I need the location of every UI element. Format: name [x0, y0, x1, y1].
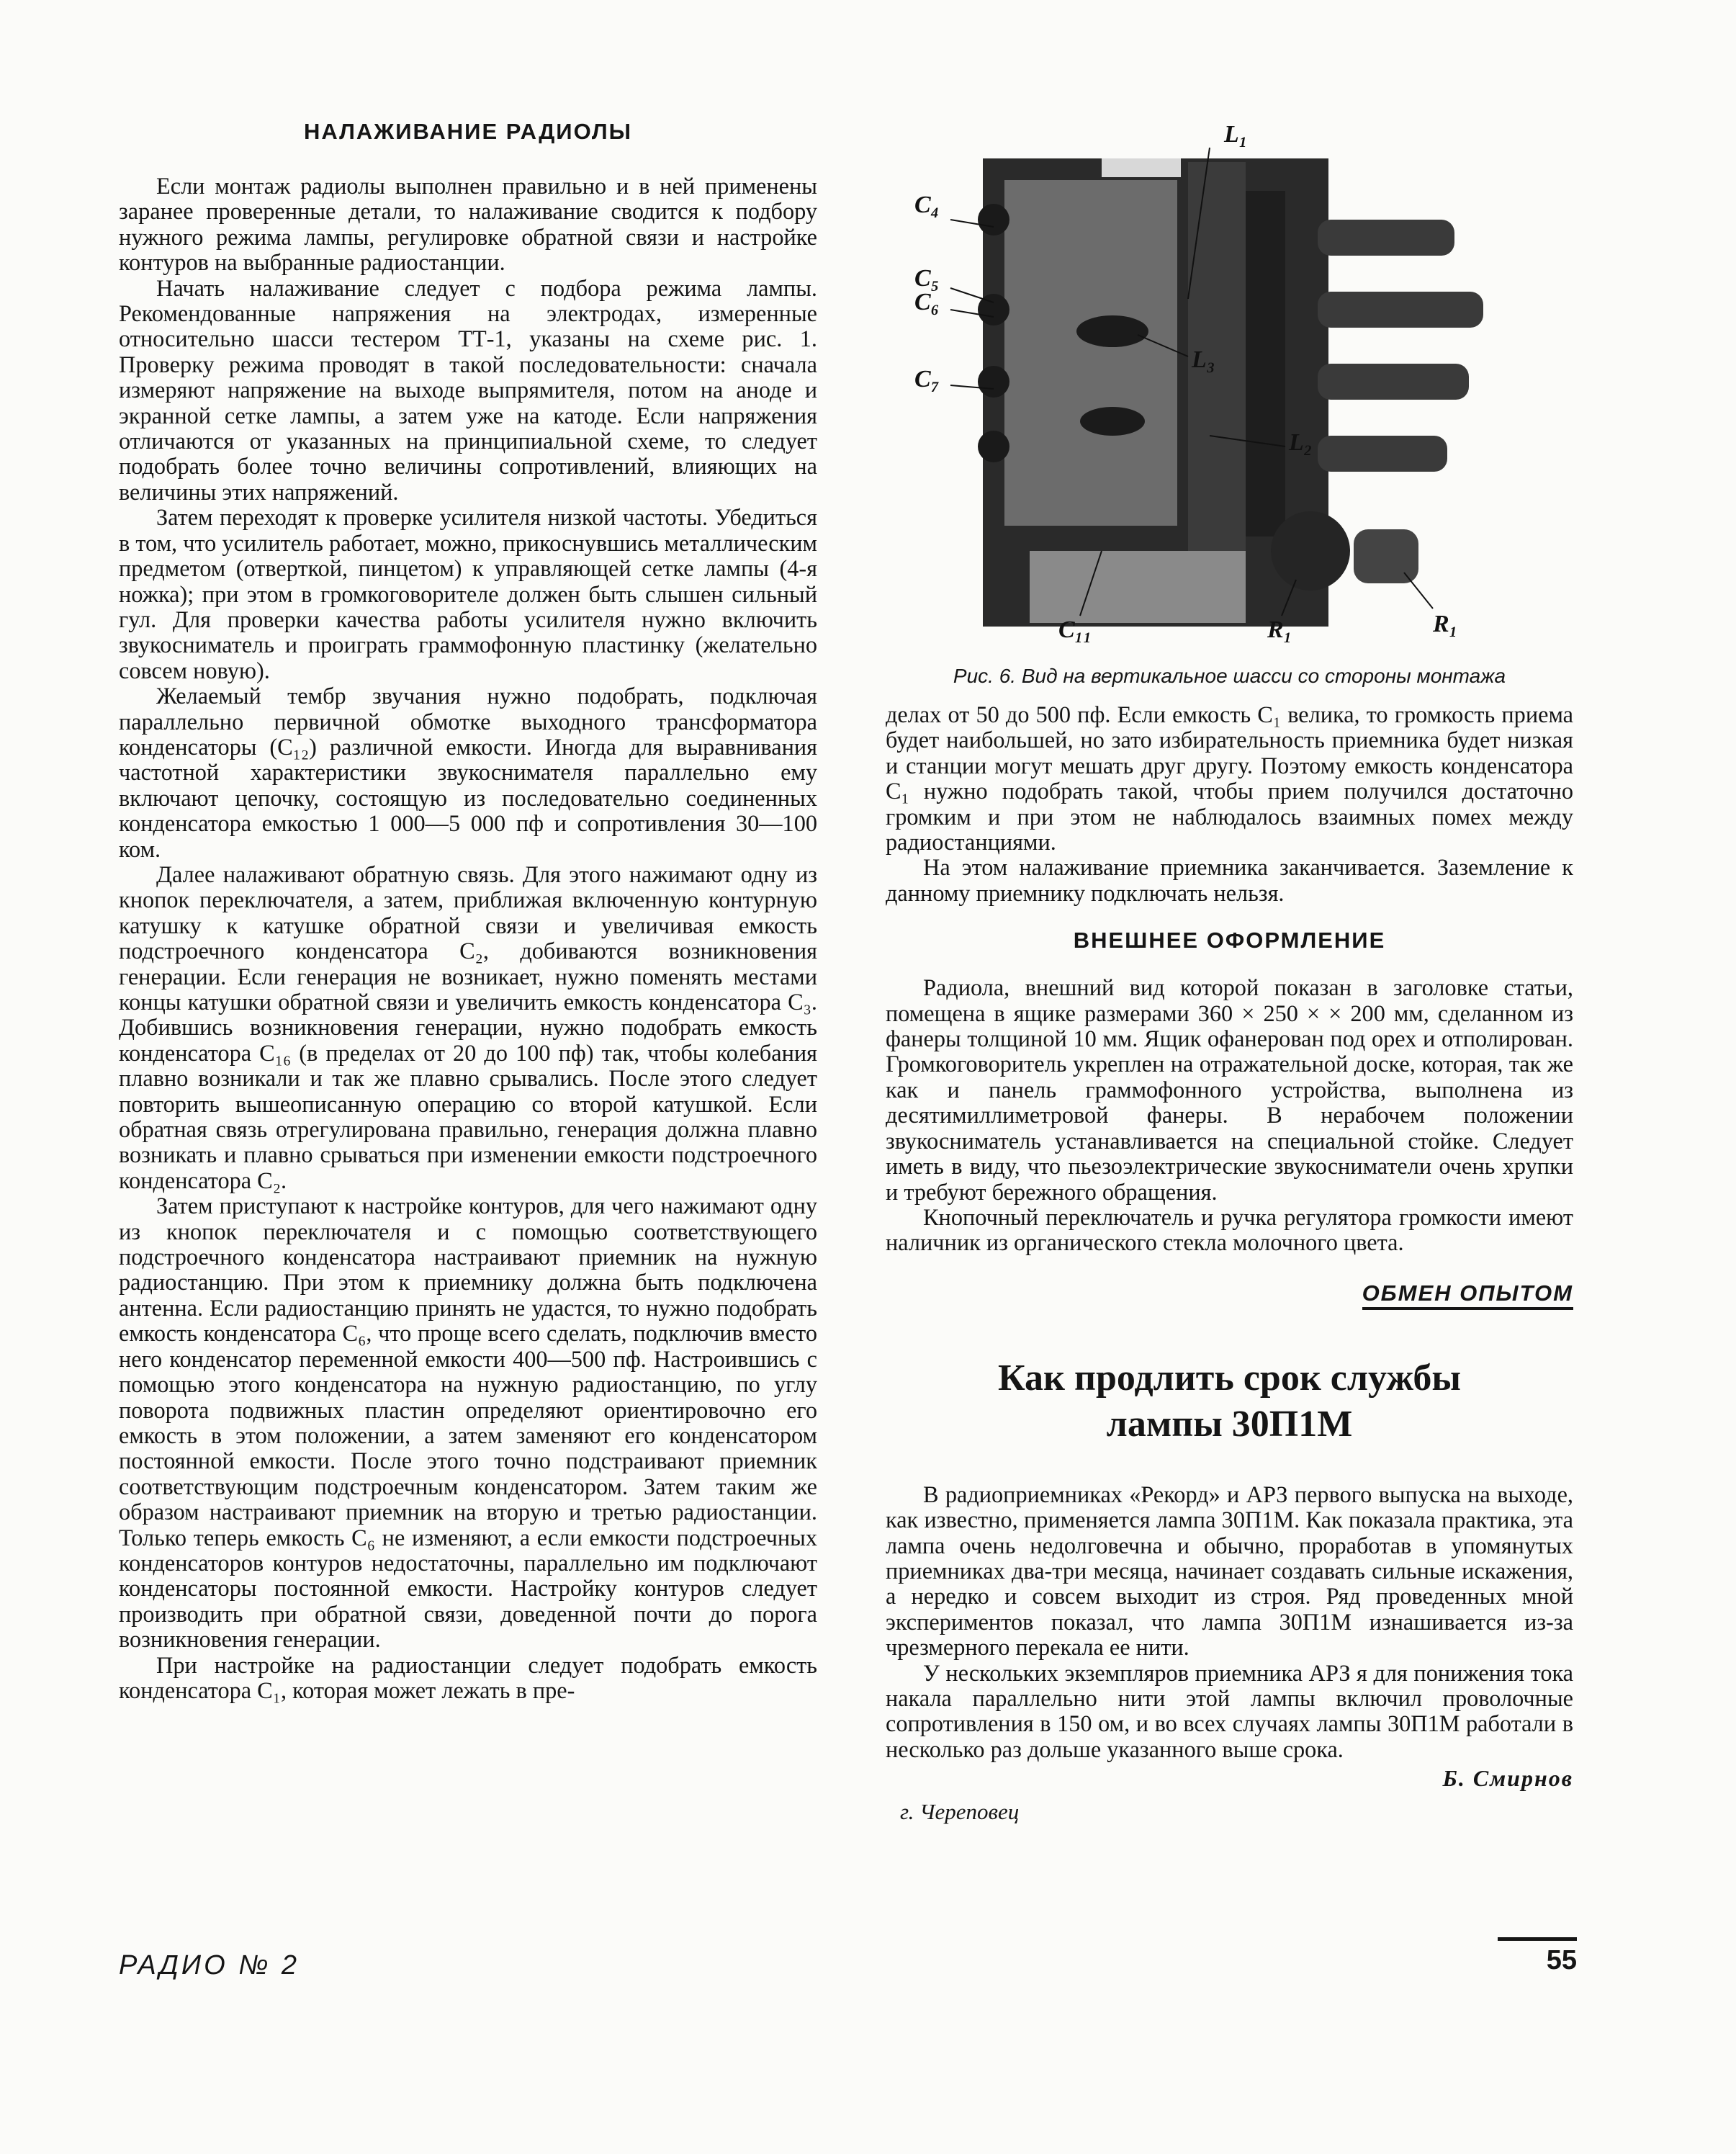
- chassis-inner: [1004, 180, 1177, 526]
- author-signature: Б. Смирнов: [1442, 1765, 1573, 1792]
- label-R1-b: R₁: [1433, 611, 1458, 637]
- paragraph: Кнопочный переключатель и ручка регулятора громкости имеют наличник из органического стекла молочного цвета.: [886, 1203, 1573, 1256]
- paragraph: Начать налаживание следует с подбора режима лампы. Рекомендованные напряжения на электродах, измеренные относительно шасси тестером ТТ-1, указаны на схеме рис. 1. Проверку режима проводят в такой последовательности: сначала измеряют напряжение на выходе выпрямителя, потом на аноде и экранной сетке лампы, а затем уже на катоде. Если напряжения отличаются от указанных на принципиальной схеме, то следует подобрать более точно величины сопротивлений, влияющих на величины этих напряжений.: [119, 274, 817, 505]
- volume-pot: [1271, 511, 1350, 591]
- chassis-top-label: [1102, 158, 1181, 177]
- rubric-heading: [886, 1280, 1573, 1306]
- page-number: 55: [1498, 1937, 1577, 1976]
- section-title-design: ВНЕШНЕЕ ОФОРМЛЕНИЕ: [1073, 928, 1386, 953]
- paragraph: В радиоприемниках «Рекорд» и АРЗ первого выпуска на выходе, как известно, применяется лампа 30П1М. Как показала практика, эта лампа очень недолговечна и обычно, проработав в упомянутых приемниках два-три месяца, начинает создавать сильные искажения, а нередко и совсем выходит из строя. Ряд проведенных мной экспериментов показал, что лампа 30П1М изнашивается из-за чрезмерного перекала ее нити.: [886, 1481, 1573, 1661]
- paragraph: делах от 50 до 500 пф. Если емкость C₁ велика, то громкость приема будет наибольшей, но зато избирательность приемника будет низкая и станции могут мешать друг другу. Поэтому емкость конденсатора C₁ нужно подобрать такой, чтобы прием получился достаточно громким и при этом не наблюдалось взаимных помех между радиостанциями.: [886, 701, 1573, 856]
- left-column: [119, 119, 817, 1703]
- label-C4: C₄: [914, 192, 940, 218]
- chassis-drawing: [886, 119, 1573, 645]
- article-title: [886, 1355, 1573, 1448]
- label-L1: L₁: [1224, 121, 1248, 148]
- section-title-tuning: НАЛАЖИВАНИЕ РАДИОЛЫ: [303, 119, 633, 144]
- right-column: [886, 119, 1573, 1825]
- button-knobs: [1318, 220, 1483, 472]
- chassis-base: [1030, 551, 1246, 623]
- paragraph: Радиола, внешний вид которой показан в заголовке статьи, помещена в ящике размерами 360 × 250 × × 200 мм, сделанном из фанеры толщиной 10 мм. Ящик офанерован под орех и отполирован. Громкоговоритель укреплен на отражательной доске, которая, так же как и панель граммофонного устройства, выполнена из десятимиллиметровой фанеры. В нерабочем положении звукосниматель устанавливается на специальной стойке. Следует иметь в виду, что пьезоэлектрические звукосниматели очень хрупки и требуют бережного обращения.: [886, 974, 1573, 1205]
- label-L2: L₂: [1289, 429, 1313, 456]
- magazine-name: РАДИО № 2: [119, 1950, 300, 1980]
- paragraph: При настройке на радиостанции следует подобрать емкость конденсатора C₁, которая может лежать в пре-: [119, 1651, 817, 1703]
- paragraph: Затем приступают к настройке контуров, для чего нажимают одну из кнопок переключателя и с помощью соответствующего подстроечного конденсатора настраивают приемник на нужную радиостанцию. При этом к приемнику должна быть подключена антенна. Если радиостанцию принять не удастся, то нужно подобрать емкость конденсатора C₆, что проще всего сделать, подключив вместо него конденсатор переменной емкости 400—500 пф. Настроившись с помощью этого конденсатора на нужную радиостанцию, по углу поворота подвижных пластин определяют ориентировочно его емкость в этом положении, а затем заменяют его конденсатором постоянной емкости. После этого точно подстраивают приемник соответствующим подстроечным конденсатором. Затем таким же образом настраивают приемник на вторую и третью радиостанции. Только теперь емкость C₆ не изменяют, а если емкости подстроечных конденсаторов контуров недостаточны, параллельно им подключают конденсаторы постоянной емкости. Настройку контуров следует производить при обратной связи, доведенной почти до порога возникновения генерации.: [119, 1193, 817, 1653]
- chassis-strip: [1188, 162, 1246, 594]
- coil: [1080, 407, 1145, 436]
- paragraph: У нескольких экземпляров приемника АРЗ я для понижения тока накала параллельно нити этой лампы включил проволочные сопротивления в 150 ом, и во всех случаях лампы 30П1М работали в несколько раз дольше указанного выше срока.: [886, 1659, 1573, 1762]
- rubric-text: ОБМЕН ОПЫТОМ: [1362, 1280, 1573, 1310]
- coil: [1076, 315, 1148, 347]
- paragraph: Далее налаживают обратную связь. Для этого нажимают одну из кнопок переключателя, а затем, приближая включенную контурную катушку к катушке обратной связи и увеличивая емкость подстроечного конденсатора C₂, добиваются возникновения генерации. Если генерация не возникает, нужно поменять местами концы катушки обратной связи и увеличить емкость конденсатора C₃. Добившись возникновения генерации, нужно подобрать емкость конденсатора C₁₆ (в пределах от 20 до 100 пф) так, чтобы колебания плавно возникали и так же плавно срывались. После этого следует повторить вышеописанную операцию со второй катушкой. Если обратная связь отрегулирована правильно, генерация должна плавно возникать и плавно срываться при изменении емкости подстроечного конденсатора C₂.: [119, 861, 817, 1193]
- label-L3: L₃: [1192, 346, 1215, 373]
- paragraph: Затем переходят к проверке усилителя низкой частоты. Убедиться в том, что усилитель работает, можно, прикоснувшись металлическим предметом (отверткой, пинцетом) к управляющей сетке лампы (4-я ножка); при этом в громкоговорителе должен быть слышен сильный гул. Для проверки качества работы усилителя нужно включить звукосниматель и проиграть граммофонную пластинку (желательно совсем новую).: [119, 504, 817, 683]
- label-C7: C₇: [914, 366, 940, 392]
- paragraph: Если монтаж радиолы выполнен правильно и в ней применены заранее проверенные детали, то налаживание сводится к подбору нужного режима лампы, регулировке обратной связи и настройке контуров на выбранные радиостанции.: [119, 173, 817, 276]
- label-R1-a: R₁: [1267, 616, 1292, 643]
- label-C5: C₅: [914, 265, 940, 292]
- paragraph: Желаемый тембр звучания нужно подобрать, подключая параллельно первичной обмотке выходного трансформатора конденсаторы (C₁₂) различной емкости. Иногда для выравнивания частотной характеристики звукоснимателя параллельно ему включают цепочку, состоящую из последовательно соединенных конденсатора емкостью 1 000—5 000 пф и сопротивления 30—100 ком.: [119, 683, 817, 862]
- label-C6: C₆: [914, 289, 940, 315]
- article-title-line1: Как продлить срок службы: [998, 1357, 1461, 1399]
- coil-bar: [1246, 191, 1285, 537]
- paragraph: На этом налаживание приемника заканчивается. Заземление к данному приемнику подключать нельзя.: [886, 854, 1573, 906]
- author-place: г. Череповец: [900, 1799, 1020, 1825]
- article-title-line2: лампы 30П1М: [1106, 1403, 1353, 1445]
- figure-chassis: [886, 119, 1573, 688]
- volume-knob: [1354, 529, 1418, 583]
- label-C11: C₁₁: [1058, 616, 1092, 643]
- figure-caption: Рис. 6. Вид на вертикальное шасси со стороны монтажа: [953, 665, 1506, 687]
